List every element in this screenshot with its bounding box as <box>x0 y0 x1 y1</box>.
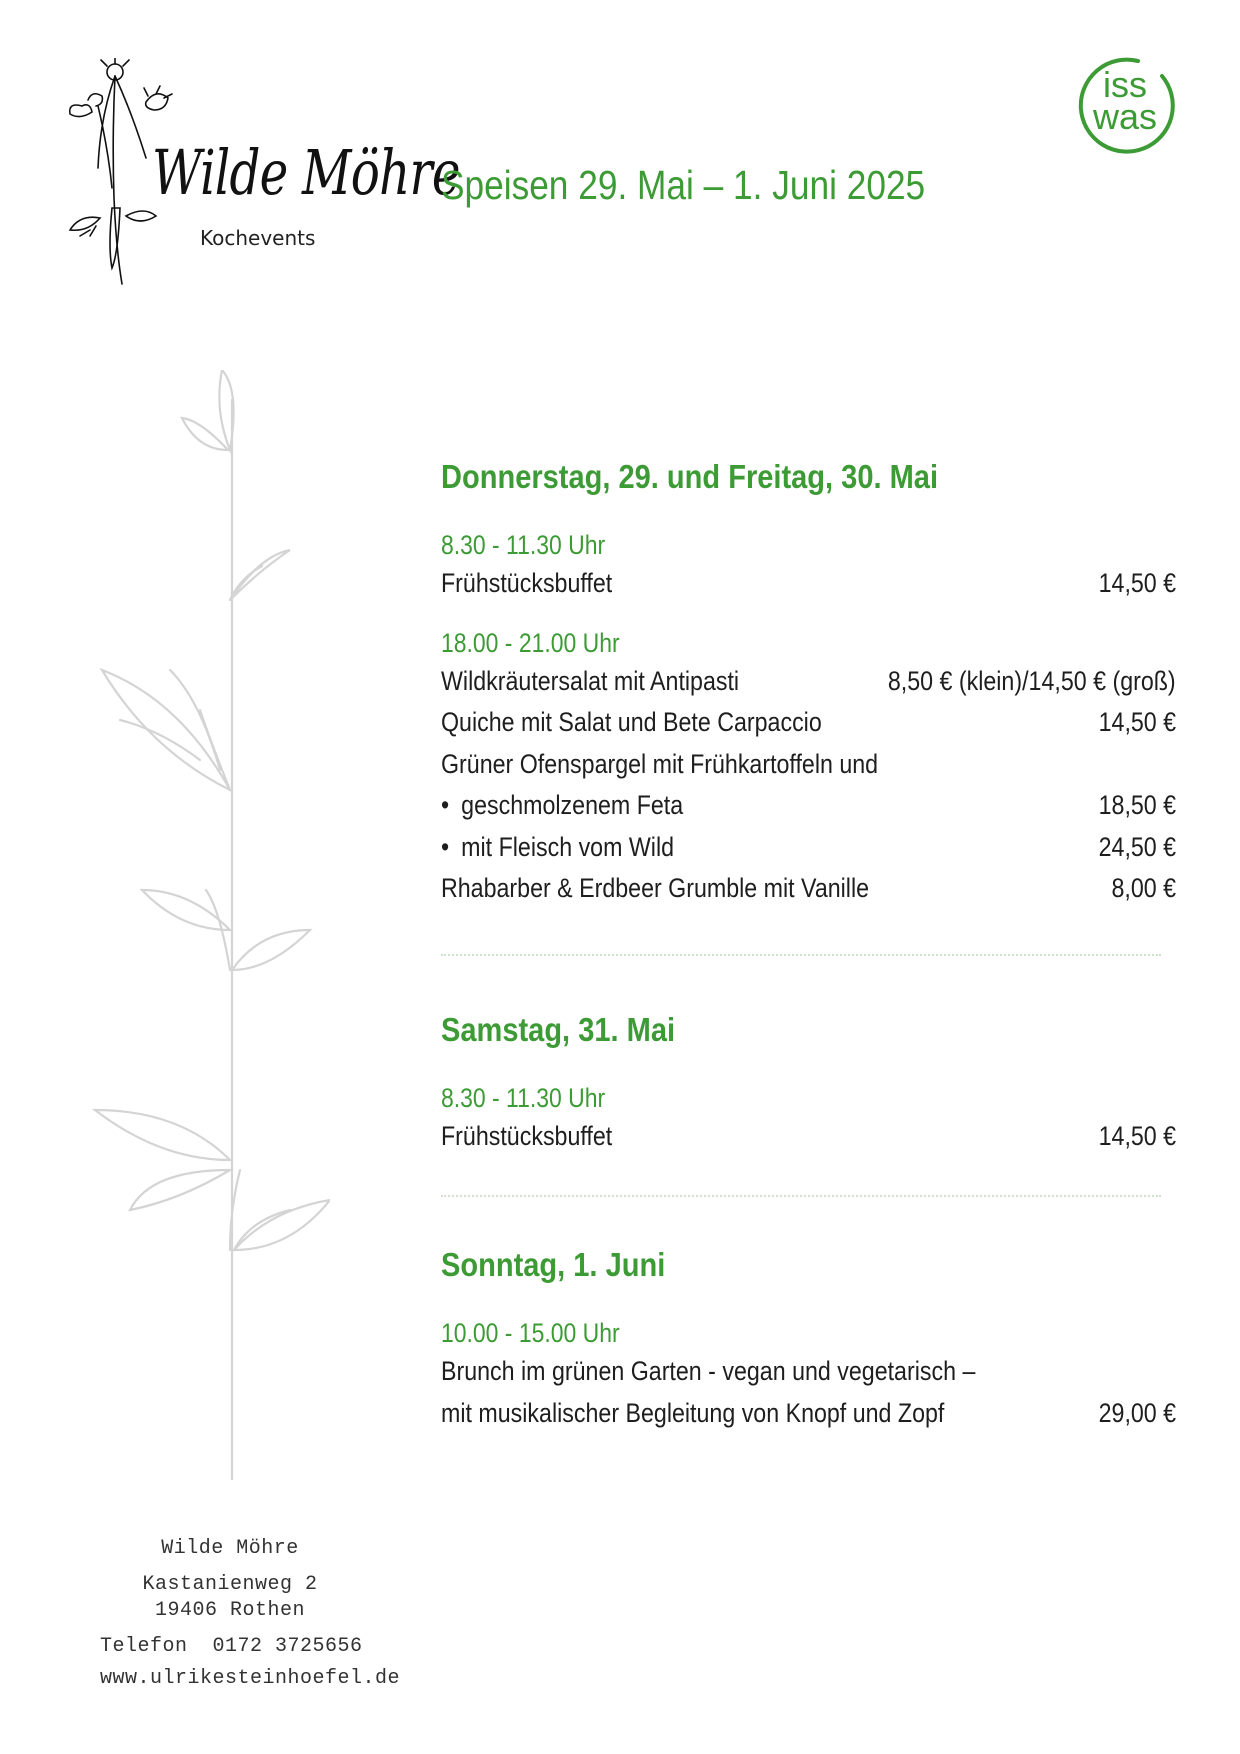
menu-item-price: 8,50 € (klein)/14,50 € (groß) <box>888 665 1176 696</box>
menu-item-price: 8,00 € <box>1111 873 1176 903</box>
time-slot: 8.30 - 11.30 Uhr <box>441 530 606 560</box>
menu-item <box>441 702 1176 744</box>
menu-item-name: • mit Fleisch vom Wild <box>441 827 674 869</box>
brand-name: Wilde Möhre <box>152 136 460 209</box>
footer-phone: Telefon 0172 3725656 <box>100 1635 363 1658</box>
time-slot: 8.30 - 11.30 Uhr <box>441 1082 606 1113</box>
page-title: Speisen 29. Mai – 1. Juni 2025 <box>441 162 926 208</box>
menu-item <box>441 785 1176 827</box>
day-title: Sonntag, 1. Juni <box>441 1246 666 1283</box>
menu-item <box>441 1116 1176 1158</box>
menu-item-price: 14,50 € <box>1098 1120 1176 1151</box>
menu-item <box>441 868 1176 910</box>
badge-line2: was <box>1092 96 1158 137</box>
menu-item-price: 18,50 € <box>1098 790 1176 820</box>
menu-item-name: Quiche mit Salat und Bete Carpaccio <box>441 707 822 737</box>
menu-item-name: Frühstücksbuffet <box>441 1120 613 1151</box>
stem-leaves-icon <box>90 370 330 1480</box>
time-slot: 10.00 - 15.00 Uhr <box>441 1318 620 1348</box>
brand-subtitle: Kochevents <box>200 226 316 250</box>
menu-item-name: Wildkräutersalat mit Antipasti <box>441 665 740 696</box>
footer-address <box>100 1536 401 1692</box>
menu-item-name: mit musikalischer Begleitung von Knopf und Zopf <box>441 1397 945 1428</box>
menu-item <box>441 1393 1176 1435</box>
menu-item-name: Frühstücksbuffet <box>441 568 613 598</box>
menu-item <box>441 563 1176 605</box>
day-title: Samstag, 31. Mai <box>441 1010 676 1048</box>
footer-city: 19406 Rothen <box>154 1599 306 1622</box>
badge-line1: iss <box>1103 64 1147 105</box>
menu-item <box>441 827 1176 869</box>
menu-item-price: 29,00 € <box>1098 1397 1176 1428</box>
time-slot: 18.00 - 21.00 Uhr <box>441 627 620 658</box>
menu-item-price: 24,50 € <box>1098 831 1176 862</box>
menu-item-name: • geschmolzenem Feta <box>441 785 683 827</box>
day-title: Donnerstag, 29. und Freitag, 30. Mai <box>441 458 939 495</box>
footer-name: Wilde Möhre <box>161 1537 299 1560</box>
menu <box>441 455 1176 1434</box>
menu-item <box>441 744 1176 786</box>
isswas-badge <box>1074 54 1176 156</box>
menu-item-price: 14,50 € <box>1098 568 1176 598</box>
menu-item-price: 14,50 € <box>1098 707 1176 737</box>
day-section <box>441 1008 1176 1158</box>
menu-item <box>441 1351 1176 1393</box>
day-section <box>441 455 1176 910</box>
brand-logo <box>60 58 460 288</box>
footer-website[interactable]: www.ulrikesteinhoefel.de <box>100 1667 401 1690</box>
footer-street: Kastanienweg 2 <box>142 1573 318 1596</box>
menu-item <box>441 661 1176 703</box>
menu-item-name: Grüner Ofenspargel mit Frühkartoffeln und <box>441 748 879 779</box>
menu-item-name: Brunch im grünen Garten - vegan und vegetarisch – <box>441 1356 976 1386</box>
day-section <box>441 1243 1176 1434</box>
menu-item-name: Rhabarber & Erdbeer Grumble mit Vanille <box>441 873 870 903</box>
